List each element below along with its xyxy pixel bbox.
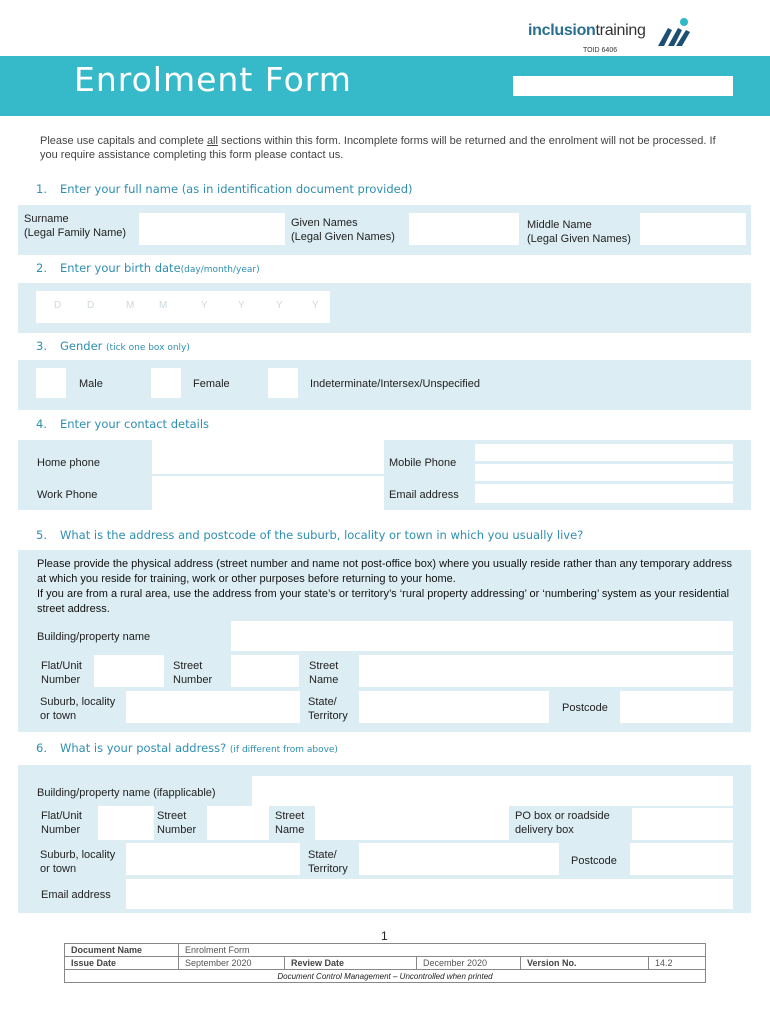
- postal-building-label: Building/property name (ifapplicable): [37, 787, 216, 799]
- postal-state-input[interactable]: [359, 843, 559, 875]
- page-title: Enrolment Form: [74, 60, 352, 99]
- dob-placeholder: Y: [238, 300, 245, 311]
- dob-placeholder: M: [159, 300, 168, 311]
- street-name-input[interactable]: [359, 655, 733, 687]
- postcode-input[interactable]: [620, 691, 733, 723]
- doc-name-value: Enrolment Form: [179, 944, 706, 957]
- po-box-input[interactable]: [632, 808, 733, 840]
- intro-text: Please use capitals and complete all sections within this form. Incomplete forms will be returned and the enrolment will not be processed. If you require assistance completing this form please contact us.: [40, 135, 716, 161]
- section-2-heading: 2. Enter your birth date(day/month/year): [36, 261, 260, 275]
- dob-placeholder: Y: [312, 300, 319, 311]
- dob-placeholder: D: [54, 300, 62, 311]
- suburb-input[interactable]: [126, 691, 300, 723]
- review-date-value: December 2020: [417, 957, 521, 970]
- postal-building-input[interactable]: [252, 776, 733, 806]
- postal-street-name-input[interactable]: [315, 806, 509, 840]
- birth-date-input[interactable]: [36, 291, 330, 323]
- postal-email-label: Email address: [41, 889, 111, 901]
- postal-street-number-label: Street Number: [157, 810, 197, 836]
- postal-postcode-label: Postcode: [571, 855, 617, 867]
- section-1-heading: 1. Enter your full name (as in identification document provided): [36, 182, 413, 196]
- work-phone-label: Work Phone: [37, 489, 98, 501]
- section-6-heading: 6. What is your postal address? (if different from above): [36, 741, 338, 755]
- middle-name-input[interactable]: [640, 213, 746, 245]
- review-date-label: Review Date: [285, 957, 417, 970]
- work-phone-input[interactable]: [152, 476, 384, 510]
- postal-email-input[interactable]: [126, 879, 733, 909]
- version-label: Version No.: [521, 957, 649, 970]
- dob-placeholder: Y: [201, 300, 208, 311]
- email-label: Email address: [389, 489, 459, 501]
- given-names-label: Given Names (Legal Given Names): [291, 217, 395, 243]
- postal-state-label: State/ Territory: [308, 849, 348, 875]
- postal-suburb-input[interactable]: [126, 843, 300, 875]
- version-value: 14.2: [649, 957, 706, 970]
- dob-placeholder: M: [126, 300, 135, 311]
- logo-text: inclusiontraining: [528, 22, 646, 39]
- email-input[interactable]: [475, 484, 733, 503]
- gender-other-label: Indeterminate/Intersex/Unspecified: [310, 378, 480, 390]
- gender-male-checkbox[interactable]: [36, 368, 66, 398]
- middle-name-label: Middle Name (Legal Given Names): [527, 219, 631, 245]
- gender-female-checkbox[interactable]: [151, 368, 181, 398]
- postal-flat-input[interactable]: [98, 806, 154, 840]
- section-4-heading: 4. Enter your contact details: [36, 417, 210, 431]
- street-number-input[interactable]: [231, 655, 299, 687]
- rural-instructions: If you are from a rural area, use the address from your state’s or territory’s ‘rural property addressing’ or ‘numbering’ system as your residential street address.: [37, 588, 730, 615]
- document-control-note: Document Control Management – Uncontrolled when printed: [65, 970, 706, 983]
- home-phone-input[interactable]: [152, 440, 384, 474]
- state-input[interactable]: [359, 691, 549, 723]
- gender-other-checkbox[interactable]: [268, 368, 298, 398]
- section-3-heading: 3. Gender (tick one box only): [36, 339, 190, 353]
- page-number: 1: [381, 929, 388, 943]
- document-control-table: [64, 943, 706, 983]
- building-input[interactable]: [231, 621, 733, 651]
- dob-placeholder: Y: [276, 300, 283, 311]
- postal-postcode-input[interactable]: [630, 843, 733, 875]
- flat-input[interactable]: [94, 655, 164, 687]
- postcode-label: Postcode: [562, 702, 608, 714]
- mobile-phone-input[interactable]: [475, 444, 733, 461]
- building-label: Building/property name: [37, 631, 151, 643]
- postal-flat-label: Flat/Unit Number: [41, 810, 82, 836]
- mobile-phone-label: Mobile Phone: [389, 457, 457, 469]
- postal-street-number-input[interactable]: [207, 806, 269, 840]
- postal-street-name-label: Street Name: [275, 810, 305, 836]
- po-box-label: PO box or roadside delivery box: [515, 810, 610, 836]
- suburb-label: Suburb, locality or town: [40, 696, 116, 722]
- street-name-label: Street Name: [309, 660, 339, 686]
- gender-female-label: Female: [193, 378, 230, 390]
- street-number-label: Street Number: [173, 660, 213, 686]
- toid-label: TOID 6406: [583, 47, 618, 54]
- home-phone-label: Home phone: [37, 457, 100, 469]
- inclusion-training-mark-icon: [654, 16, 694, 50]
- doc-name-label: Document Name: [65, 944, 179, 957]
- surname-label: Surname (Legal Family Name): [24, 213, 127, 239]
- residential-instructions: Please provide the physical address (street number and name not post-office box) where you usually reside rather than any temporary address at which you reside for training, work or other purposes before returning to your home.: [37, 558, 733, 585]
- issue-date-label: Issue Date: [65, 957, 179, 970]
- surname-input[interactable]: [139, 213, 285, 245]
- section-5-heading: 5. What is the address and postcode of the suburb, locality or town in which you usually live?: [36, 528, 584, 542]
- dob-placeholder: D: [87, 300, 95, 311]
- flat-label: Flat/Unit Number: [41, 660, 82, 686]
- student-id-input[interactable]: [513, 76, 733, 96]
- mobile-phone-input-2[interactable]: [475, 464, 733, 481]
- given-names-input[interactable]: [409, 213, 519, 245]
- state-label: State/ Territory: [308, 696, 348, 722]
- issue-date-value: September 2020: [179, 957, 285, 970]
- postal-suburb-label: Suburb, locality or town: [40, 849, 116, 875]
- gender-male-label: Male: [79, 378, 103, 390]
